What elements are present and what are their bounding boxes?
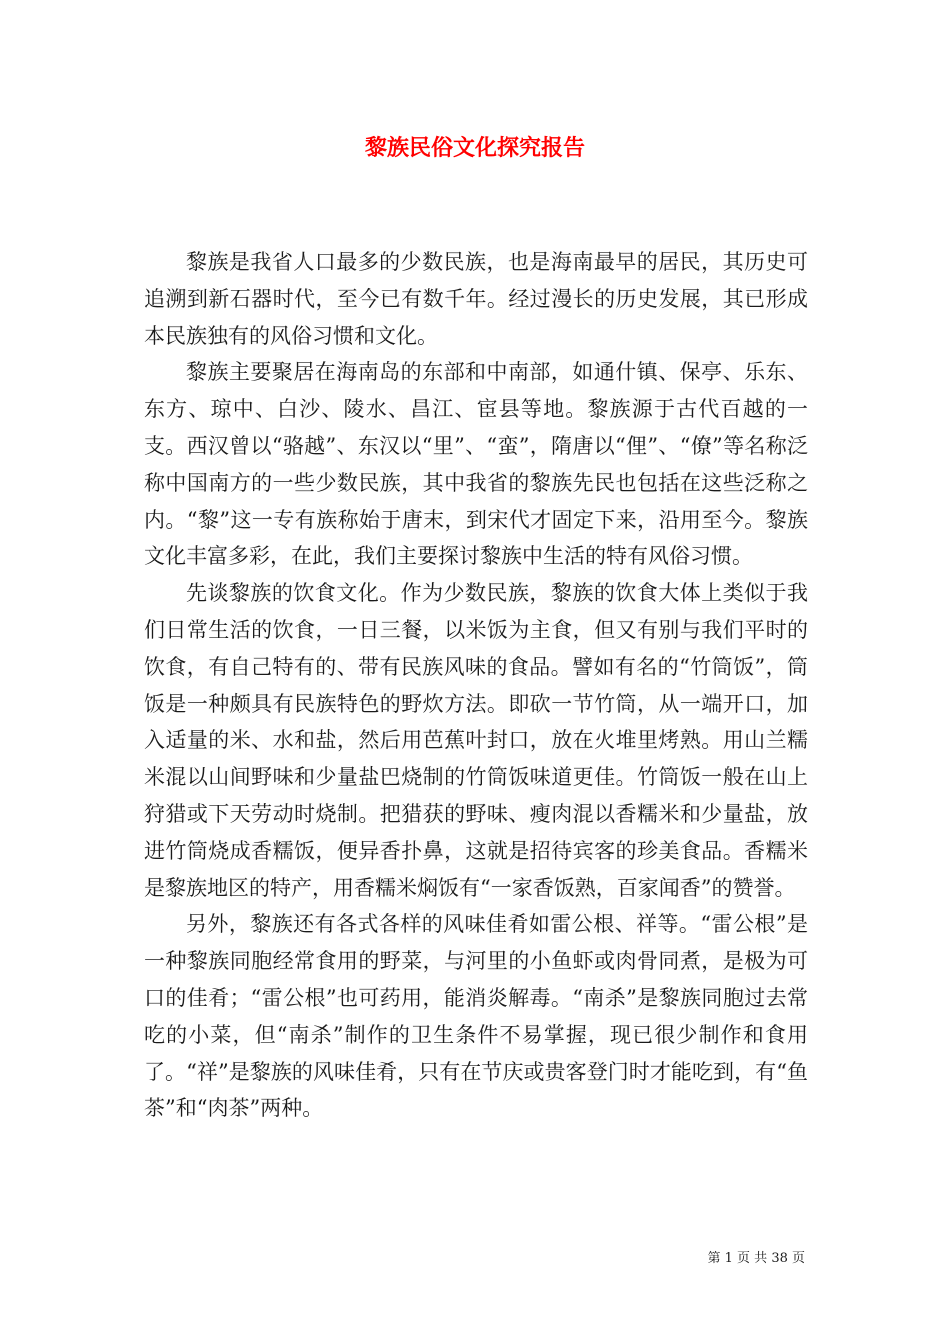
paragraph: 黎族主要聚居在海南岛的东部和中南部，如通什镇、保亭、乐东、东方、琼中、白沙、陵水、昌江、宦县等地。黎族源于古代百越的一支。西汉曾以“骆越”、东汉以“里”、“蛮”，隋唐以“俚”、“僚”等名称泛称中国南方的一些少数民族，其中我省的黎族先民也包括在这些泛称之内。“黎”这一专有族称始于唐末，到宋代才固定下来，沿用至今。黎族文化丰富多彩，在此，我们主要探讨黎族中生活的特有风俗习惯。 [144, 360, 808, 569]
paragraph: 另外，黎族还有各式各样的风味佳肴如雷公根、祥等。“雷公根”是一种黎族同胞经常食用的野菜，与河里的小鱼虾或肉骨同煮，是极为可口的佳肴；“雷公根”也可药用，能消炎解毒。“南杀”是黎族同胞过去常吃的小菜，但“南杀”制作的卫生条件不易掌握，现已很少制作和食用了。“祥”是黎族的风味佳肴，只有在节庆或贵客登门时才能吃到，有“鱼茶”和“肉茶”两种。 [144, 912, 808, 1121]
paragraph: 黎族是我省人口最多的少数民族，也是海南最早的居民，其历史可追溯到新石器时代，至今已有数千年。经过漫长的历史发展，其已形成本民族独有的风俗习惯和文化。 [144, 250, 808, 348]
page-number-footer: 第 1 页 共 38 页 [707, 1251, 805, 1266]
document-body [144, 244, 808, 1127]
paragraph: 先谈黎族的饮食文化。作为少数民族，黎族的饮食大体上类似于我们日常生活的饮食，一日三餐，以米饭为主食，但又有别与我们平时的饮食，有自己特有的、带有民族风味的食品。譬如有名的“竹筒饭”，筒饭是一种颇具有民族特色的野炊方法。即砍一节竹筒，从一端开口，加入适量的米、水和盐，然后用芭蕉叶封口，放在火堆里烤熟。用山兰糯米混以山间野味和少量盐巴烧制的竹筒饭味道更佳。竹筒饭一般在山上狩猎或下天劳动时烧制。把猎获的野味、瘦肉混以香糯米和少量盐，放进竹筒烧成香糯饭，便异香扑鼻，这就是招待宾客的珍美食品。香糯米是黎族地区的特产，用香糯米焖饭有“一家香饭熟，百家闻香”的赞誉。 [144, 581, 808, 900]
document-title: 黎族民俗文化探究报告 [364, 135, 585, 161]
